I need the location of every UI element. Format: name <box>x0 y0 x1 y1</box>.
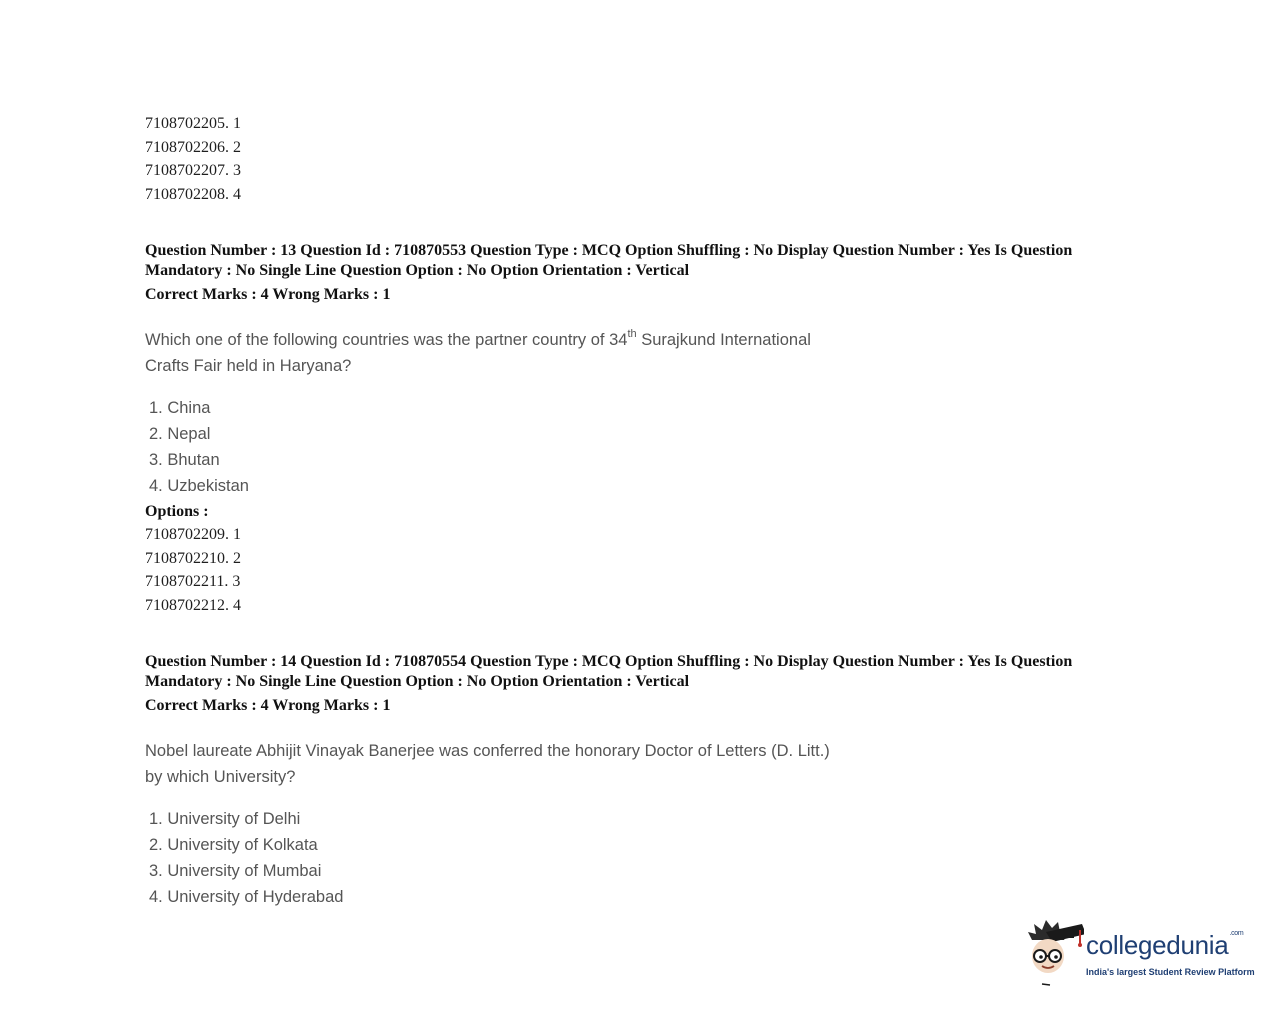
answer-choice: 3. University of Mumbai <box>149 861 322 880</box>
answer-choice: 1. China <box>149 398 211 417</box>
brand-suffix: .com <box>1229 930 1244 937</box>
options-label: Options : <box>145 502 209 520</box>
question-meta-line: Question Number : 14 Question Id : 710870554 Question Type : MCQ Option Shuffling : No Display Question Number : Yes Is Question <box>145 652 1073 670</box>
question-marks: Correct Marks : 4 Wrong Marks : 1 <box>145 285 391 303</box>
question-text-part: Which one of the following countries was the partner country of 34 <box>145 330 628 349</box>
question-text <box>145 327 1165 379</box>
answer-choice: 1. University of Delhi <box>149 809 301 828</box>
question-13 <box>145 241 1165 618</box>
answer-choice: 2. University of Kolkata <box>149 835 318 854</box>
question-text-part: Surajkund International <box>636 330 811 349</box>
brand-name <box>1086 930 1243 961</box>
answer-choice: 2. Nepal <box>149 424 211 443</box>
brand-tagline: India's largest Student Review Platform <box>1086 967 1255 977</box>
answer-choice: 4. Uzbekistan <box>149 476 249 495</box>
answer-choice: 4. University of Hyderabad <box>149 887 344 906</box>
collegedunia-logo <box>1024 918 1264 990</box>
question-text-part: by which University? <box>145 767 296 786</box>
option-id-line: 7108702205. 1 <box>145 115 241 132</box>
option-id-line: 7108702209. 1 <box>145 525 241 543</box>
question-14 <box>145 652 1165 910</box>
option-id-line: 7108702212. 4 <box>145 596 241 614</box>
question-meta-line: Mandatory : No Single Line Question Option : No Option Orientation : Vertical <box>145 672 690 690</box>
ordinal-superscript: th <box>627 328 637 341</box>
question-marks: Correct Marks : 4 Wrong Marks : 1 <box>145 696 391 714</box>
option-id-line: 7108702211. 3 <box>145 573 241 591</box>
option-id-line: 7108702206. 2 <box>145 138 241 156</box>
answer-choices <box>145 806 1165 910</box>
question-meta-line: Mandatory : No Single Line Question Option : No Option Orientation : Vertical <box>145 261 690 279</box>
option-id-line: 7108702207. 3 <box>145 162 241 180</box>
previous-options <box>145 112 1165 207</box>
question-text <box>145 738 1165 790</box>
spacer <box>145 207 1165 241</box>
mascot-icon <box>1024 918 1084 990</box>
brand-text: collegedunia <box>1086 930 1229 960</box>
answer-choice: 3. Bhutan <box>149 450 220 469</box>
question-meta-line: Question Number : 13 Question Id : 710870553 Question Type : MCQ Option Shuffling : No Display Question Number : Yes Is Question <box>145 241 1073 259</box>
option-id-line: 7108702208. 4 <box>145 186 241 204</box>
answer-choices <box>145 395 1165 499</box>
spacer <box>145 618 1165 652</box>
question-text-part: Nobel laureate Abhijit Vinayak Banerjee was conferred the honorary Doctor of Letters (D. Litt.) <box>145 741 830 760</box>
question-text-part: Crafts Fair held in Haryana? <box>145 356 352 375</box>
exam-page <box>145 112 1165 910</box>
option-id-line: 7108702210. 2 <box>145 549 241 567</box>
